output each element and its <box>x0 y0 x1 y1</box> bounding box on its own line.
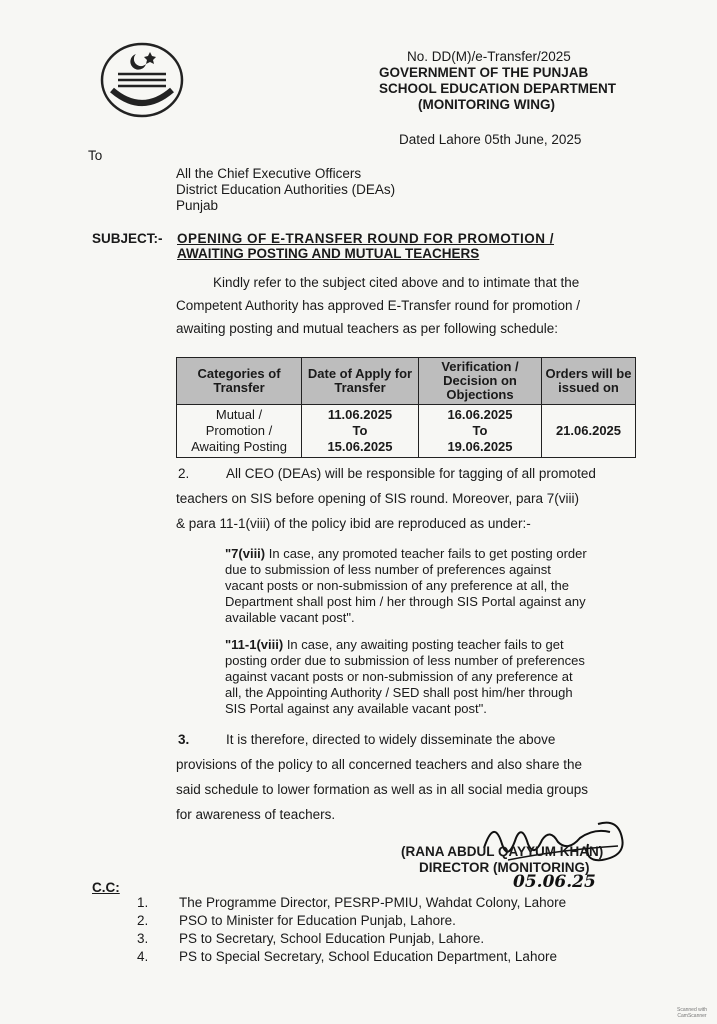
govt-title: GOVERNMENT OF THE PUNJAB <box>379 65 589 80</box>
schedule-table <box>176 357 636 458</box>
signatory-title: DIRECTOR (MONITORING) <box>419 860 590 875</box>
cc-number: 3. <box>137 931 149 946</box>
quote-11-1viii-line: posting order due to submission of less number of preferences <box>225 653 585 668</box>
subject-label: SUBJECT:- <box>92 231 163 246</box>
para2-line: teachers on SIS before opening of SIS round. Moreover, para 7(viii) <box>176 491 579 506</box>
subject-line: OPENING OF E-TRANSFER ROUND FOR PROMOTION / <box>177 231 555 246</box>
quote-7viii-line: vacant posts or non-submission of any preference at all, the <box>225 578 569 593</box>
dept-title: SCHOOL EDUCATION DEPARTMENT <box>379 81 617 96</box>
quote-7viii-line: available vacant post". <box>225 610 355 625</box>
addressee-line: District Education Authorities (DEAs) <box>176 182 396 197</box>
intro-line: Kindly refer to the subject cited above and to intimate that the <box>213 275 580 290</box>
column-header: Date of Apply for Transfer <box>302 358 419 405</box>
subject-line: AWAITING POSTING AND MUTUAL TEACHERS <box>177 246 480 261</box>
column-header: Orders will be issued on <box>542 358 636 405</box>
table-header-row <box>177 358 636 405</box>
to-label: To <box>88 148 103 163</box>
quote-text: In case, any awaiting posting teacher fails to get <box>283 637 564 652</box>
cc-item: PS to Special Secretary, School Education Department, Lahore <box>179 949 557 964</box>
dated-line: Dated Lahore 05th June, 2025 <box>399 132 582 147</box>
cc-number: 2. <box>137 913 149 928</box>
column-header: Categories of Transfer <box>177 358 302 405</box>
cc-item: The Programme Director, PESRP-PMIU, Wahdat Colony, Lahore <box>179 895 567 910</box>
intro-line: awaiting posting and mutual teachers as per following schedule: <box>176 321 558 336</box>
table-cell-verification <box>419 405 542 458</box>
cell-line: 16.06.2025 <box>447 407 513 422</box>
signature-date: 05.06.25 <box>513 872 596 892</box>
para3-line: It is therefore, directed to widely disseminate the above <box>226 732 556 747</box>
quote-ref: "7(viii) <box>225 546 266 561</box>
quote-7viii-line: Department shall post him / her through SIS Portal against any <box>225 594 586 609</box>
cell-line: To <box>352 423 368 438</box>
quote-11-1viii-line: all, the Appointing Authority / SED shall post him/her through <box>225 685 573 700</box>
cell-line: Awaiting Posting <box>191 439 287 454</box>
quote-ref: "11-1(viii) <box>225 637 284 652</box>
addressee-line: Punjab <box>176 198 219 213</box>
cc-item: PS to Secretary, School Education Punjab, Lahore. <box>179 931 485 946</box>
addressee-line: All the Chief Executive Officers <box>176 166 362 181</box>
table-row <box>177 405 636 458</box>
para2-line: & para 11-1(viii) of the policy ibid are reproduced as under:- <box>176 516 531 531</box>
quote-11-1viii-line <box>225 637 564 653</box>
quote-11-1viii-line: SIS Portal against any available vacant post". <box>225 701 487 716</box>
table-cell-orders: 21.06.2025 <box>542 405 636 458</box>
punjab-emblem-seal <box>98 40 186 120</box>
camscanner-watermark: Scanned with CamScanner <box>676 1007 708 1019</box>
cell-line: Mutual / <box>215 407 263 422</box>
signatory-name: (RANA ABDUL QAYYUM KHAN) <box>401 844 604 859</box>
quote-11-1viii-line: against vacant posts or non-submission of any preference at <box>225 669 573 684</box>
para3-line: said schedule to lower formation as well as in all social media groups <box>176 782 588 797</box>
para2-line: All CEO (DEAs) will be responsible for tagging of all promoted <box>226 466 596 481</box>
para3-line: for awareness of teachers. <box>176 807 336 822</box>
quote-text: In case, any promoted teacher fails to get posting order <box>265 546 587 561</box>
cc-item: PSO to Minister for Education Punjab, Lahore. <box>179 913 456 928</box>
table-cell-apply <box>302 405 419 458</box>
para3-number: 3. <box>178 732 190 747</box>
para3-line: provisions of the policy to all concerned teachers and also share the <box>176 757 582 772</box>
column-header: Verification / Decision on Objections <box>419 358 542 405</box>
wing-title: (MONITORING WING) <box>418 97 555 112</box>
cell-line: 11.06.2025 <box>327 407 393 422</box>
cell-line: To <box>472 423 488 438</box>
table-cell-category <box>177 405 302 458</box>
intro-line: Competent Authority has approved E-Transfer round for promotion / <box>176 298 580 313</box>
cc-number: 4. <box>137 949 149 964</box>
reference-number: No. DD(M)/e-Transfer/2025 <box>407 49 571 64</box>
cc-number: 1. <box>137 895 149 910</box>
cc-label: C.C: <box>92 880 120 895</box>
quote-7viii-line: due to submission of less number of preferences against <box>225 562 551 577</box>
quote-7viii-line <box>225 546 587 562</box>
cell-line: 15.06.2025 <box>327 439 393 454</box>
cell-line: Promotion / <box>205 423 273 438</box>
para2-number: 2. <box>178 466 190 481</box>
cell-line: 19.06.2025 <box>447 439 513 454</box>
